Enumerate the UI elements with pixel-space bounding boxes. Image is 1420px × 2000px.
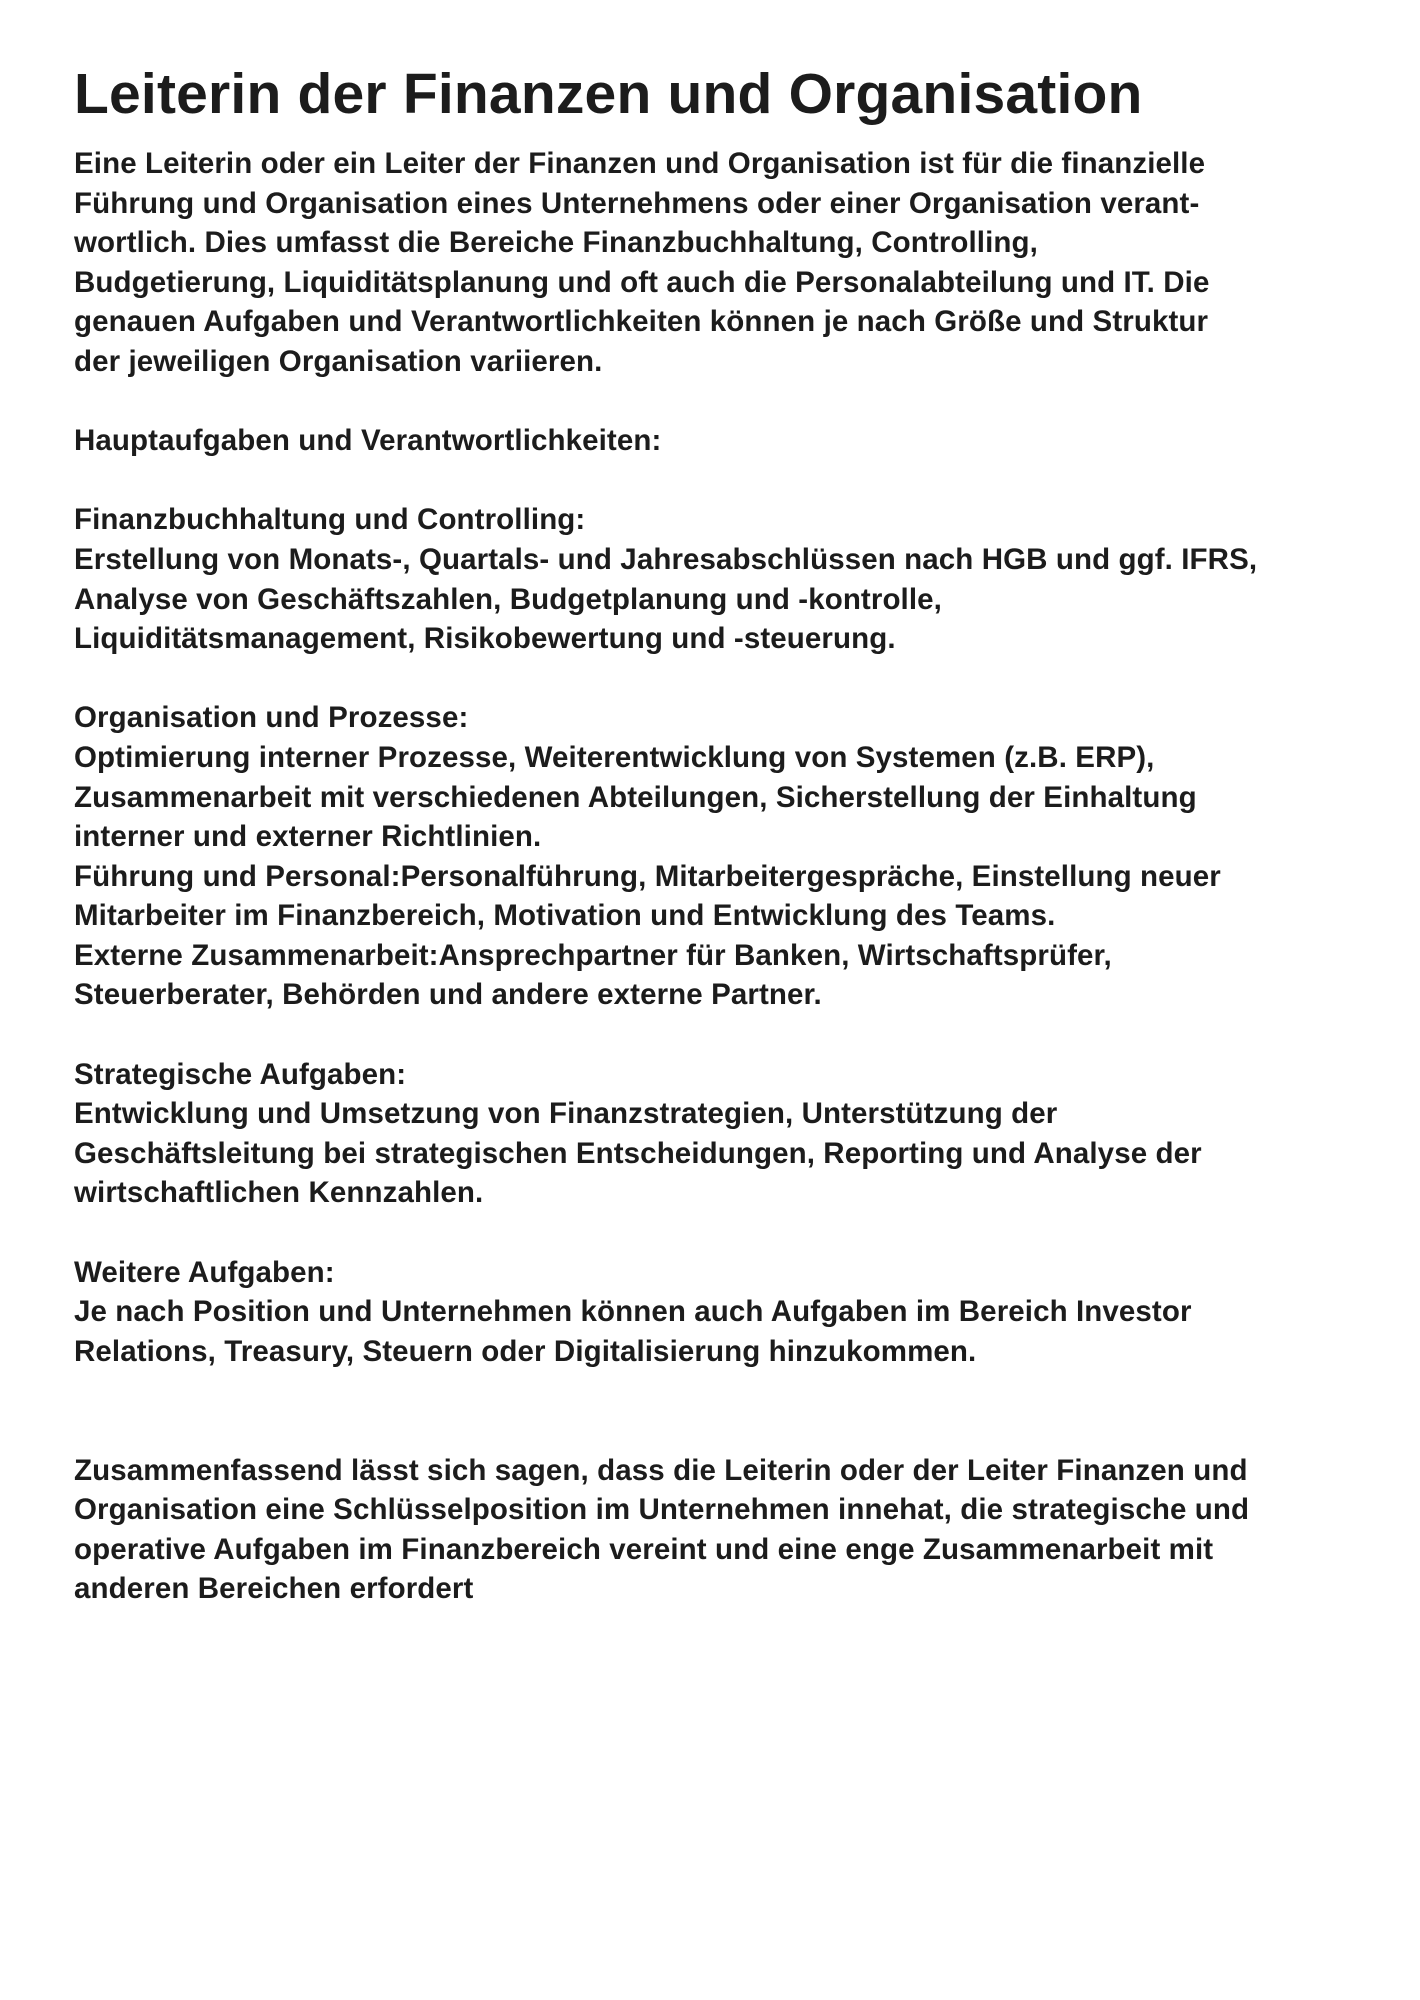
- section-line: Entwicklung und Umsetzung von Finanzstrategien, Unterstützung der: [74, 1097, 1058, 1131]
- section-line: interner und externer Richtlinien.: [74, 820, 542, 854]
- spacer: [74, 382, 1364, 422]
- section-line: Optimierung interner Prozesse, Weiterentwicklung von Systemen (z.B. ERP),: [74, 740, 1155, 774]
- section-line: Relations, Treasury, Steuern oder Digitalisierung hinzukommen.: [74, 1334, 977, 1368]
- main-heading: Hauptaufgaben und Verantwortlichkeiten:: [74, 424, 662, 458]
- summary-line: Organisation eine Schlüsselposition im Unternehmen innehat, die strategische und: [74, 1493, 1250, 1527]
- intro-line: genauen Aufgaben und Verantwortlichkeiten können je nach Größe und Struktur: [74, 305, 1209, 339]
- section-line: Erstellung von Monats-, Quartals- und Jahresabschlüssen nach HGB und ggf. IFRS,: [74, 542, 1258, 576]
- summary-paragraph: [74, 1451, 1364, 1609]
- section-line: Zusammenarbeit mit verschiedenen Abteilungen, Sicherstellung der Einhaltung: [74, 780, 1197, 814]
- intro-paragraph: [74, 144, 1364, 382]
- intro-line: Eine Leiterin oder ein Leiter der Finanzen und Organisation ist für die finanzielle: [74, 147, 1206, 180]
- summary-line: anderen Bereichen erfordert: [74, 1572, 474, 1606]
- spacer: [74, 1015, 1364, 1055]
- section-line: Geschäftsleitung bei strategischen Entscheidungen, Reporting und Analyse der: [74, 1136, 1202, 1170]
- spacer: [74, 461, 1364, 501]
- section-heading: Weitere Aufgaben:: [74, 1255, 335, 1289]
- document-page: [74, 58, 1364, 1609]
- strategy-section: [74, 1055, 1364, 1213]
- section-line: Führung und Personal:Personalführung, Mitarbeitergespräche, Einstellung neuer: [74, 859, 1221, 893]
- intro-line: der jeweiligen Organisation variieren.: [74, 344, 603, 378]
- finance-section: [74, 500, 1364, 658]
- section-heading: Organisation und Prozesse:: [74, 701, 469, 735]
- section-line: Analyse von Geschäftszahlen, Budgetplanung und -kontrolle,: [74, 582, 942, 616]
- spacer: [74, 1371, 1364, 1411]
- section-heading: Finanzbuchhaltung und Controlling:: [74, 503, 586, 537]
- section-line: Liquiditätsmanagement, Risikobewertung und -steuerung.: [74, 622, 896, 656]
- section-line: Je nach Position und Unternehmen können auch Aufgaben im Bereich Investor: [74, 1295, 1192, 1329]
- spacer: [74, 1213, 1364, 1253]
- section-heading: Strategische Aufgaben:: [74, 1057, 407, 1091]
- section-line: Steuerberater, Behörden und andere externe Partner.: [74, 978, 822, 1012]
- intro-line: wortlich. Dies umfasst die Bereiche Finanzbuchhaltung, Controlling,: [74, 226, 1038, 260]
- spacer: [74, 1411, 1364, 1451]
- document-body: [74, 144, 1364, 1609]
- summary-line: Zusammenfassend lässt sich sagen, dass die Leiterin oder der Leiter Finanzen und: [74, 1453, 1248, 1487]
- intro-line: Budgetierung, Liquiditätsplanung und oft auch die Personalabteilung und IT. Die: [74, 265, 1210, 299]
- further-section: [74, 1253, 1364, 1372]
- section-line: wirtschaftlichen Kennzahlen.: [74, 1176, 484, 1210]
- organisation-section: [74, 698, 1364, 1015]
- spacer: [74, 659, 1364, 699]
- intro-line: Führung und Organisation eines Unternehmens oder einer Organisation verant-: [74, 186, 1200, 220]
- page-title: Leiterin der Finanzen und Organisation: [74, 62, 1143, 126]
- summary-line: operative Aufgaben im Finanzbereich vereint und eine enge Zusammenarbeit mit: [74, 1532, 1214, 1566]
- section-line: Externe Zusammenarbeit:Ansprechpartner für Banken, Wirtschaftsprüfer,: [74, 938, 1112, 972]
- section-line: Mitarbeiter im Finanzbereich, Motivation und Entwicklung des Teams.: [74, 899, 1056, 933]
